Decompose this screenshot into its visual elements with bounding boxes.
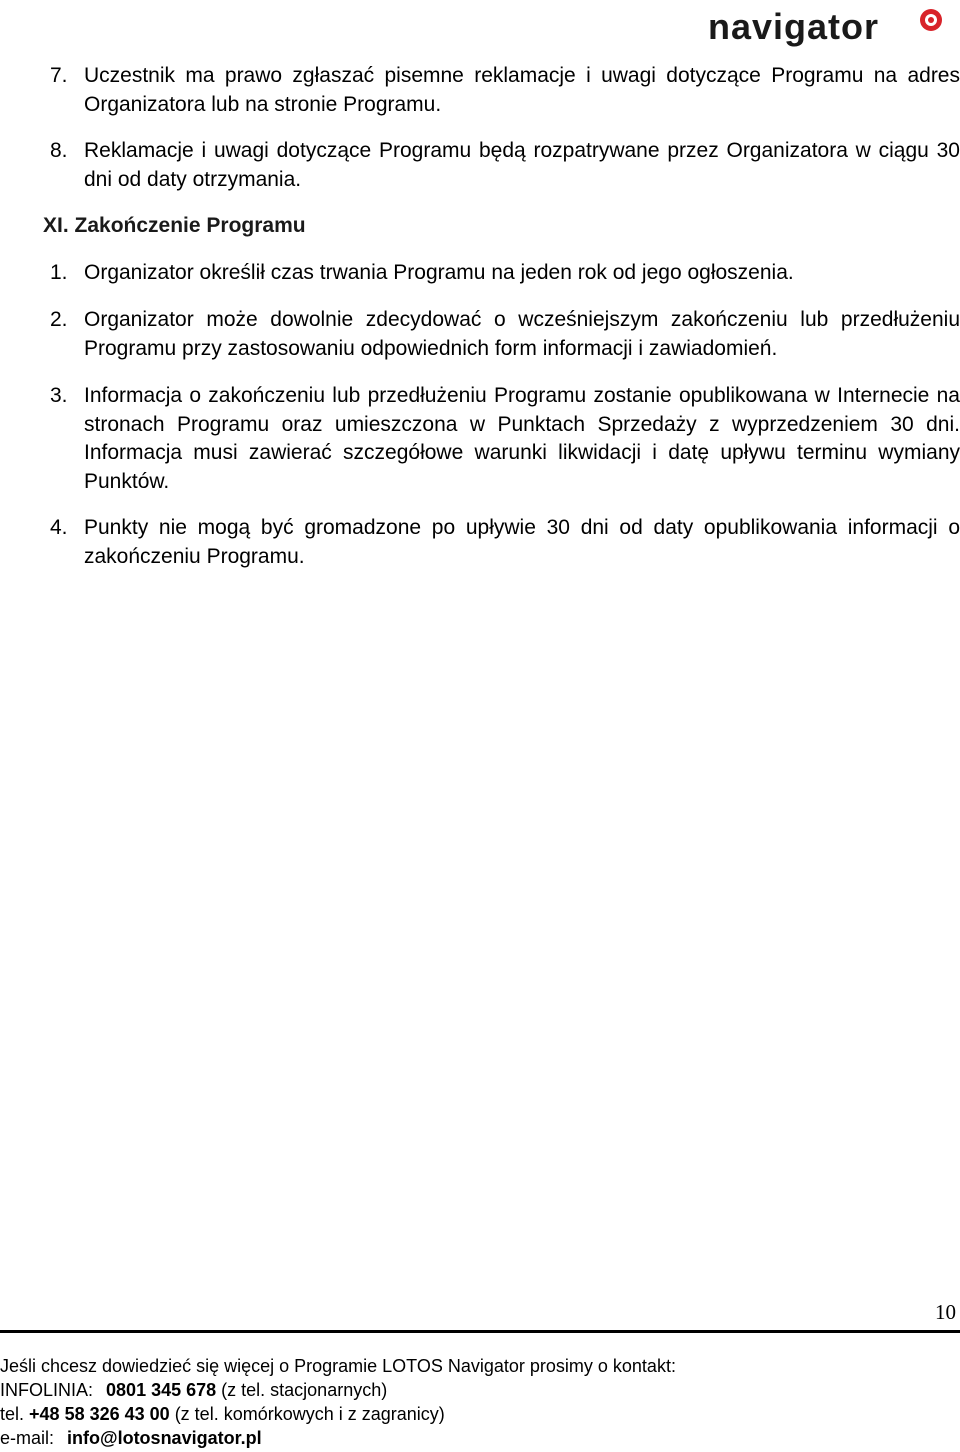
- item-text: Reklamacje i uwagi dotyczące Programu będą rozpatrywane przez Organizatora w ciągu 30 dni od daty otrzymania.: [84, 139, 960, 191]
- footer-tel: [0, 1402, 960, 1426]
- page-number: 10: [935, 1300, 956, 1324]
- list-item: [50, 259, 960, 288]
- item-text: Punkty nie mogą być gromadzone po upływie 30 dni od daty opublikowania informacji o zakończeniu Programu.: [84, 516, 960, 568]
- item-text: Organizator określił czas trwania Programu na jeden rok od jego ogłoszenia.: [84, 260, 794, 284]
- email-label: e-mail:: [0, 1428, 55, 1448]
- infolinia-number[interactable]: 0801 345 678: [106, 1380, 217, 1400]
- section-heading: XI. Zakończenie Programu: [43, 214, 306, 237]
- list-item: [50, 62, 960, 119]
- footer: [0, 1354, 960, 1450]
- item-number: 2.: [50, 308, 68, 331]
- tel-note: (z tel. komórkowych i z zagranicy): [174, 1404, 445, 1424]
- footer-divider: [0, 1330, 960, 1333]
- item-text: Informacja o zakończeniu lub przedłużeniu Programu zostanie opublikowana w Internecie na stronach Programu oraz umieszczona w Punktach Sprzedaży z wyprzedzeniem 30 dni. Informacja musi zawierać szczegółowe warunki likwidacji i datę upływu terminu wymiany Punktów.: [84, 384, 960, 493]
- item-number: 8.: [50, 139, 68, 162]
- tel-label: tel.: [0, 1404, 25, 1424]
- logo-dot-center: [928, 17, 934, 23]
- item-text: Organizator może dowolnie zdecydować o wcześniejszym zakończeniu lub przedłużeniu Programu przy zastosowaniu odpowiednich form informacji i zawiadomień.: [84, 308, 960, 360]
- footer-intro: Jeśli chcesz dowiedzieć się więcej o Programie LOTOS Navigator prosimy o kontakt:: [0, 1356, 676, 1376]
- item-number: 1.: [50, 260, 68, 284]
- document-body: [43, 62, 960, 571]
- logo-graphic: [706, 6, 946, 48]
- infolinia-label: INFOLINIA:: [0, 1380, 94, 1400]
- list-item: [50, 137, 960, 194]
- item-number: 4.: [50, 516, 68, 539]
- footer-infolinia: [0, 1378, 960, 1402]
- email-link[interactable]: info@lotosnavigator.pl: [67, 1428, 262, 1448]
- logo-wordmark: navigator: [708, 6, 880, 47]
- tel-number[interactable]: +48 58 326 43 00: [29, 1404, 170, 1424]
- infolinia-note: (z tel. stacjonarnych): [221, 1380, 388, 1400]
- navigator-logo: [706, 6, 946, 48]
- item-text: Uczestnik ma prawo zgłaszać pisemne reklamacje i uwagi dotyczące Programu na adres Organizatora lub na stronie Programu.: [84, 64, 960, 116]
- item-number: 3.: [50, 384, 68, 407]
- list-item: [50, 514, 960, 571]
- footer-email: [0, 1426, 960, 1450]
- list-item: [50, 306, 960, 363]
- item-number: 7.: [50, 64, 68, 87]
- list-item: [50, 382, 960, 496]
